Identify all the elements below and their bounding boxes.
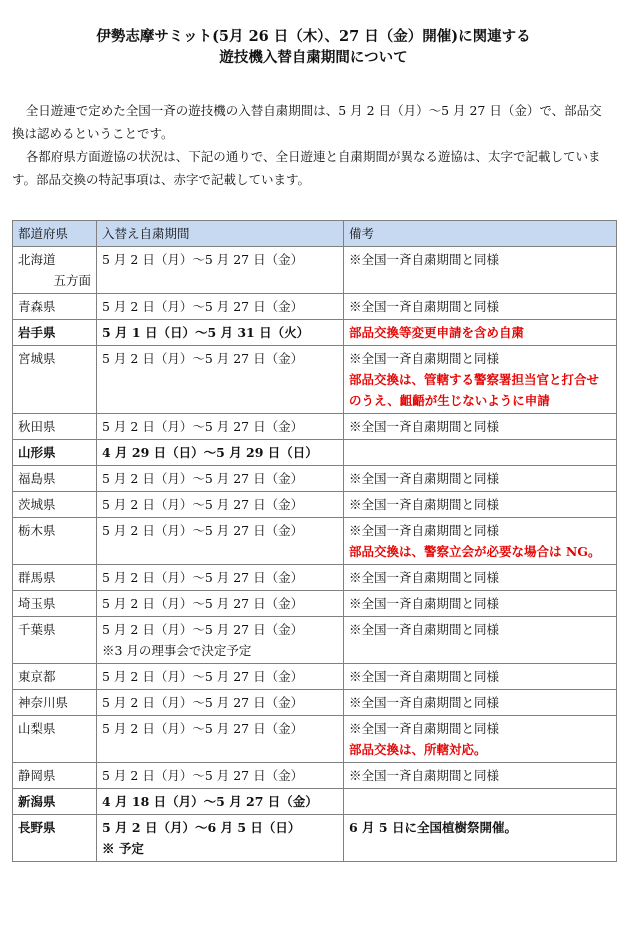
prefecture-name: 東京都 bbox=[18, 669, 56, 684]
note-highlight: 部品交換等変更申請を含め自粛 bbox=[349, 325, 525, 340]
cell-period bbox=[97, 789, 344, 815]
table-header-row bbox=[13, 221, 617, 247]
cell-notes bbox=[344, 247, 617, 294]
cell-prefecture bbox=[13, 414, 97, 440]
note-text: ※全国一斉自粛期間と同様 bbox=[349, 596, 500, 611]
cell-notes bbox=[344, 518, 617, 565]
period-text: 5 月 2 日（月）～5 月 27 日（金） bbox=[102, 570, 304, 585]
period-note: ※3 月の理事会で決定予定 bbox=[102, 643, 252, 658]
title-line-1: 伊勢志摩サミット(5月 26 日（木）、27 日（金）開催)に関連する bbox=[96, 28, 531, 45]
note-text: ※全国一斉自粛期間と同様 bbox=[349, 497, 500, 512]
cell-prefecture bbox=[13, 247, 97, 294]
table-row bbox=[13, 346, 617, 414]
cell-period bbox=[97, 763, 344, 789]
cell-notes bbox=[344, 763, 617, 789]
period-text: 5 月 2 日（月）～5 月 27 日（金） bbox=[102, 471, 304, 486]
table-row bbox=[13, 763, 617, 789]
cell-period bbox=[97, 716, 344, 763]
cell-prefecture bbox=[13, 815, 97, 862]
cell-notes bbox=[344, 789, 617, 815]
prefecture-name: 新潟県 bbox=[18, 794, 56, 809]
prefecture-name: 栃木県 bbox=[18, 523, 56, 538]
table-row bbox=[13, 591, 617, 617]
restriction-table bbox=[12, 220, 617, 862]
cell-prefecture bbox=[13, 466, 97, 492]
table-row bbox=[13, 815, 617, 862]
cell-prefecture bbox=[13, 440, 97, 466]
period-text: 5 月 1 日（日）～5 月 31 日（火） bbox=[102, 325, 310, 340]
cell-period bbox=[97, 617, 344, 664]
cell-prefecture bbox=[13, 320, 97, 346]
prefecture-name: 群馬県 bbox=[18, 570, 56, 585]
header-prefecture: 都道府県 bbox=[13, 221, 97, 247]
intro-paragraph-1: 全日遊連で定めた全国一斉の遊技機の入替自粛期間は、5 月 2 日（月）～5 月 27 日（金）で、部品交換は認めるということです。 bbox=[12, 103, 602, 141]
cell-notes bbox=[344, 617, 617, 664]
note-text: ※全国一斉自粛期間と同様 bbox=[349, 299, 500, 314]
period-text: 5 月 2 日（月）～5 月 27 日（金） bbox=[102, 669, 304, 684]
cell-period bbox=[97, 320, 344, 346]
cell-prefecture bbox=[13, 690, 97, 716]
header-period: 入替え自粛期間 bbox=[97, 221, 344, 247]
document-title bbox=[0, 26, 627, 68]
period-text: 5 月 2 日（月）～5 月 27 日（金） bbox=[102, 419, 304, 434]
note-text: ※全国一斉自粛期間と同様 bbox=[349, 419, 500, 434]
prefecture-name: 千葉県 bbox=[18, 622, 56, 637]
cell-period bbox=[97, 690, 344, 716]
cell-period bbox=[97, 492, 344, 518]
intro-paragraph-2: 各都府県方面遊協の状況は、下記の通りで、全日遊連と自粛期間が異なる遊協は、太字で記載しています。部品交換の特記事項は、赤字で記載しています。 bbox=[12, 149, 601, 187]
cell-notes bbox=[344, 294, 617, 320]
prefecture-name: 静岡県 bbox=[18, 768, 56, 783]
period-text: 4 月 18 日（月）～5 月 27 日（金） bbox=[102, 794, 318, 809]
table-row bbox=[13, 617, 617, 664]
cell-prefecture bbox=[13, 617, 97, 664]
cell-prefecture bbox=[13, 789, 97, 815]
period-text: 5 月 2 日（月）～5 月 27 日（金） bbox=[102, 695, 304, 710]
period-text: 5 月 2 日（月）～5 月 27 日（金） bbox=[102, 622, 304, 637]
table-row bbox=[13, 690, 617, 716]
cell-notes bbox=[344, 466, 617, 492]
period-text: 5 月 2 日（月）～6 月 5 日（日） bbox=[102, 820, 301, 835]
table-row bbox=[13, 492, 617, 518]
table-row bbox=[13, 518, 617, 565]
prefecture-subname: 五方面 bbox=[53, 273, 91, 288]
cell-prefecture bbox=[13, 664, 97, 690]
cell-period bbox=[97, 247, 344, 294]
cell-notes bbox=[344, 346, 617, 414]
table-row bbox=[13, 789, 617, 815]
note-text: ※全国一斉自粛期間と同様 bbox=[349, 721, 500, 736]
cell-period bbox=[97, 346, 344, 414]
cell-period bbox=[97, 466, 344, 492]
prefecture-name: 宮城県 bbox=[18, 351, 56, 366]
prefecture-name: 埼玉県 bbox=[18, 596, 56, 611]
cell-notes bbox=[344, 320, 617, 346]
period-text: 5 月 2 日（月）～5 月 27 日（金） bbox=[102, 497, 304, 512]
table-row bbox=[13, 320, 617, 346]
table-row bbox=[13, 440, 617, 466]
period-text: 5 月 2 日（月）～5 月 27 日（金） bbox=[102, 596, 304, 611]
table-row bbox=[13, 466, 617, 492]
prefecture-name: 福島県 bbox=[18, 471, 56, 486]
note-text: ※全国一斉自粛期間と同様 bbox=[349, 523, 500, 538]
period-text: 5 月 2 日（月）～5 月 27 日（金） bbox=[102, 252, 304, 267]
table-row bbox=[13, 294, 617, 320]
cell-notes bbox=[344, 591, 617, 617]
note-text: ※全国一斉自粛期間と同様 bbox=[349, 351, 500, 366]
note-text: ※全国一斉自粛期間と同様 bbox=[349, 570, 500, 585]
cell-prefecture bbox=[13, 294, 97, 320]
note-highlight: 部品交換は、管轄する警察署担当官と打合せのうえ、齟齬が生じないように申請 bbox=[349, 372, 600, 408]
cell-period bbox=[97, 565, 344, 591]
table-row bbox=[13, 565, 617, 591]
period-text: 5 月 2 日（月）～5 月 27 日（金） bbox=[102, 523, 304, 538]
cell-notes bbox=[344, 690, 617, 716]
note-text: ※全国一斉自粛期間と同様 bbox=[349, 695, 500, 710]
cell-prefecture bbox=[13, 565, 97, 591]
period-text: 5 月 2 日（月）～5 月 27 日（金） bbox=[102, 768, 304, 783]
note-highlight: 部品交換は、所轄対応。 bbox=[349, 742, 487, 757]
period-text: 5 月 2 日（月）～5 月 27 日（金） bbox=[102, 299, 304, 314]
table-row bbox=[13, 247, 617, 294]
cell-prefecture bbox=[13, 346, 97, 414]
header-notes: 備考 bbox=[344, 221, 617, 247]
cell-period bbox=[97, 294, 344, 320]
prefecture-name: 山梨県 bbox=[18, 721, 56, 736]
title-line-2: 遊技機入替自粛期間について bbox=[219, 49, 408, 66]
cell-notes bbox=[344, 565, 617, 591]
prefecture-name: 青森県 bbox=[18, 299, 56, 314]
cell-period bbox=[97, 440, 344, 466]
table-row bbox=[13, 716, 617, 763]
prefecture-name: 岩手県 bbox=[18, 325, 56, 340]
note-text: ※全国一斉自粛期間と同様 bbox=[349, 669, 500, 684]
cell-notes bbox=[344, 815, 617, 862]
cell-prefecture bbox=[13, 518, 97, 565]
note-text: 6 月 5 日に全国植樹祭開催。 bbox=[349, 820, 517, 835]
note-text: ※全国一斉自粛期間と同様 bbox=[349, 768, 500, 783]
table-body bbox=[13, 247, 617, 862]
note-text: ※全国一斉自粛期間と同様 bbox=[349, 252, 500, 267]
cell-period bbox=[97, 591, 344, 617]
prefecture-name: 神奈川県 bbox=[18, 695, 69, 710]
cell-notes bbox=[344, 664, 617, 690]
cell-period bbox=[97, 664, 344, 690]
cell-notes bbox=[344, 716, 617, 763]
period-note: ※ 予定 bbox=[102, 841, 144, 856]
period-text: 5 月 2 日（月）～5 月 27 日（金） bbox=[102, 721, 304, 736]
period-text: 4 月 29 日（日）～5 月 29 日（日） bbox=[102, 445, 318, 460]
prefecture-name: 山形県 bbox=[18, 445, 56, 460]
cell-period bbox=[97, 414, 344, 440]
table-row bbox=[13, 414, 617, 440]
cell-prefecture bbox=[13, 492, 97, 518]
prefecture-name: 秋田県 bbox=[18, 419, 56, 434]
cell-notes bbox=[344, 414, 617, 440]
note-highlight: 部品交換は、警察立会が必要な場合は NG。 bbox=[349, 544, 601, 559]
prefecture-name: 茨城県 bbox=[18, 497, 56, 512]
table-row bbox=[13, 664, 617, 690]
cell-period bbox=[97, 518, 344, 565]
prefecture-name: 北海道 bbox=[18, 252, 56, 267]
note-text: ※全国一斉自粛期間と同様 bbox=[349, 471, 500, 486]
prefecture-name: 長野県 bbox=[18, 820, 56, 835]
note-text: ※全国一斉自粛期間と同様 bbox=[349, 622, 500, 637]
cell-prefecture bbox=[13, 716, 97, 763]
intro-text bbox=[12, 99, 612, 191]
cell-notes bbox=[344, 492, 617, 518]
cell-notes bbox=[344, 440, 617, 466]
cell-prefecture bbox=[13, 591, 97, 617]
period-text: 5 月 2 日（月）～5 月 27 日（金） bbox=[102, 351, 304, 366]
cell-prefecture bbox=[13, 763, 97, 789]
cell-period bbox=[97, 815, 344, 862]
